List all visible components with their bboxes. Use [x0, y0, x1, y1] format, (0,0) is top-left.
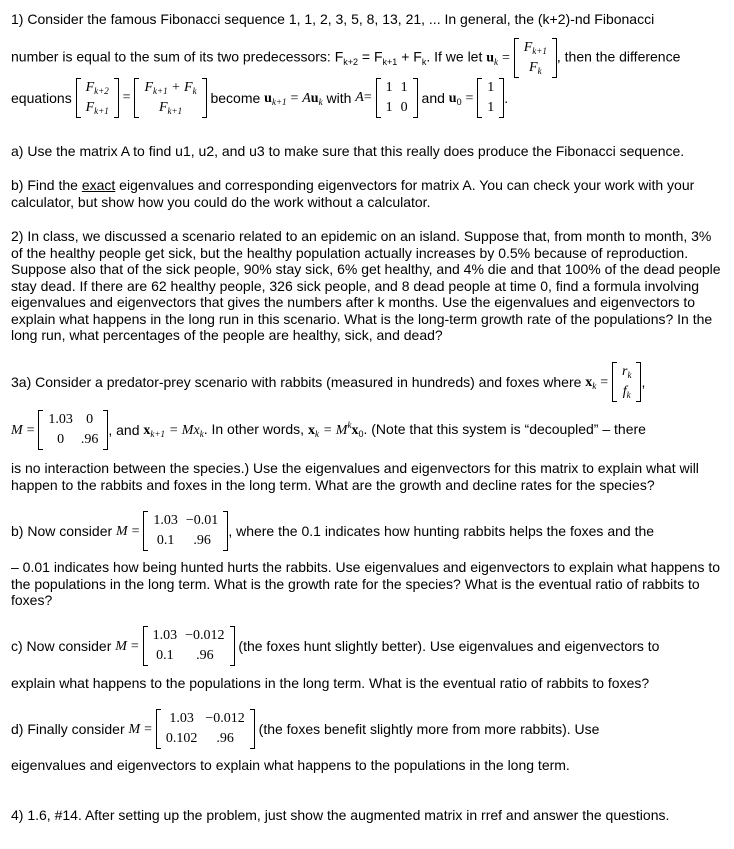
q1-intro-line2: number is equal to the sum of its two predecessors: $F_{k+2} = F_{k+1} + F_k$. If we let $u_k$ = $F_{k+1}$ $F_k$ , then the difference	[11, 40, 681, 76]
q1-intro-line1: 1) Consider the famous Fibonacci sequence 1, 1, 2, 3, 5, 8, 13, 21, ... In general, the (k+2)-nd Fibonacci	[11, 11, 655, 27]
u0-label: $u_0$ =	[448, 91, 474, 107]
q1-equations-line: equations $F_{k+2}$ $F_{k+1}$ = $F_{k+1} + F_k$ $F_{k+1}$ become $u_{k+1} = Au_k$ with A= 1 1 1 0 and $u_0$ = 1 1 .	[11, 80, 509, 116]
matrix-M-3b: 1.03 −0.01 0.1 .96	[143, 511, 228, 551]
q1-intro-text: number is equal to the sum of its two predecessors: F	[11, 48, 344, 65]
q1-part-a: a) Use the matrix A to find u1, u2, and u3 to make sure that this really does produce the Fibonacci sequence.	[11, 143, 685, 159]
matrix-M-3a: 1.03 0 0 .96	[38, 410, 108, 450]
matrix-A: 1 1 1 0	[376, 78, 418, 118]
q3a-line1: 3a) Consider a predator-prey scenario with rabbits (measured in hundreds) and foxes where $x_k$ = $r_k$ $f_k$ ,	[11, 364, 646, 400]
uk1-eq: $u_{k+1} = Au_k$	[264, 91, 323, 107]
xk-vector: $r_k$ $f_k$	[612, 362, 641, 402]
q3b-rest: – 0.01 indicates how being hunted hurts the rabbits. Use eigenvalues and eigenvectors to explain what happens to the populations in the long term. What is the growth rate for the species? What is the eventual ratio of rabbits to foxes?	[11, 559, 721, 608]
q3c-line1: c) Now consider M = 1.03 −0.012 0.1 .96 (the foxes hunt slightly better). Use eigenvalues and eigenvectors to	[11, 626, 659, 666]
fib-rhs-vector: $F_{k+1} + F_k$ $F_{k+1}$	[134, 78, 206, 118]
uk-vector: $F_{k+1}$ $F_k$	[514, 38, 557, 78]
q3a-rest: is no interaction between the species.) Use the eigenvalues and eigenvectors for this matrix to explain what will happen to the rabbits and foxes in the long term. What are the growth and decline rates for the species?	[11, 460, 699, 493]
u0-vector: 1 1	[477, 78, 504, 118]
matrix-M-3d: 1.03 −0.012 0.102 .96	[156, 709, 255, 749]
q1-part-b: b) Find the exact eigenvalues and corresponding eigenvectors for matrix A. You can check your work with your calculator, but show how you could do the work without a calculator.	[11, 177, 695, 210]
fib-lhs-vector: $F_{k+2}$ $F_{k+1}$	[76, 78, 119, 118]
matrix-M-3c: 1.03 −0.012 0.1 .96	[143, 626, 235, 666]
q3a-line2: M = 1.03 0 0 .96 , and $x_{k+1} = Mx_k$. In other words, $x_k = M^kx_0$. (Note that this system is “decoupled” – there	[11, 410, 646, 450]
q3d-line1: d) Finally consider M = 1.03 −0.012 0.102 .96 (the foxes benefit slightly more from more rabbits). Use	[11, 709, 599, 749]
q2-text: 2) In class, we discussed a scenario related to an epidemic on an island. Suppose that, from month to month, 3% of the healthy people get sick, but the healthy population actually increases by 0.5% because of reproduction. Suppose also that of the sick people, 90% stay sick, 6% get healthy, and 4% die and that 100% of the dead people stay dead. If there are 62 healthy people, 326 sick people, and 8 dead people at time 0, find a formula involving eigenvalues and eigenvectors that gives the numbers after k months. Use the eigenvalues and eigenvectors to explain what happens in the long run in this scenario. What is the long-term growth rate of the populations? In the long run, what percentages of the people are healthy, sick, and dead?	[11, 228, 721, 343]
q3d-rest: eigenvalues and eigenvectors to explain what happens to the populations in the long term.	[11, 757, 570, 773]
q4-text: 4) 1.6, #14. After setting up the problem, just show the augmented matrix in rref and answer the questions.	[11, 807, 670, 823]
q3b-line1: b) Now consider M = 1.03 −0.01 0.1 .96 , where the 0.1 indicates how hunting rabbits helps the foxes and the	[11, 511, 654, 551]
q3c-rest: explain what happens to the populations in the long term. What is the eventual ratio of rabbits to foxes?	[11, 675, 650, 691]
